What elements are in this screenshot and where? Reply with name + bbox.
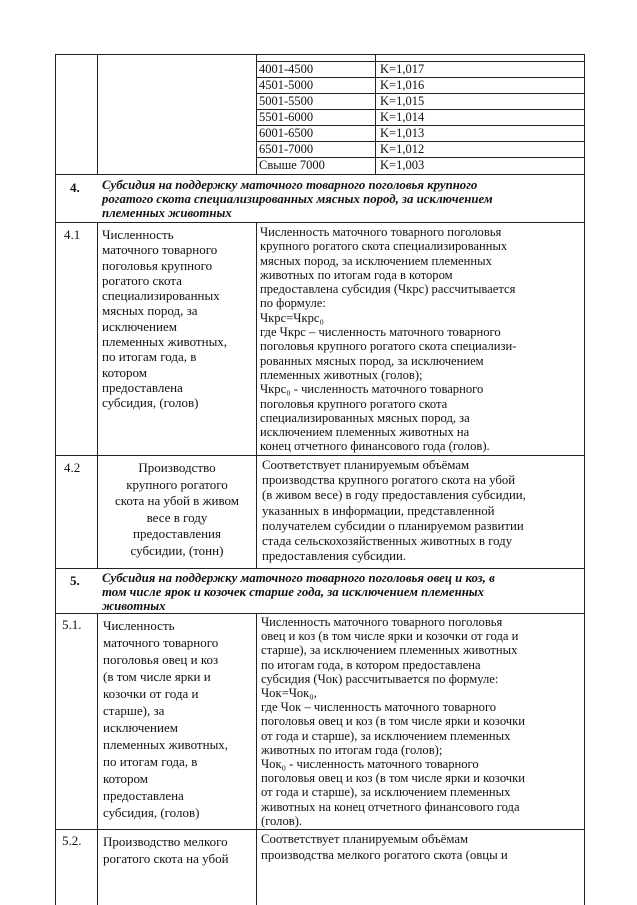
row51-indicator: Численность маточного товарного поголовья овец и коз (в том числе ярки и козочки от года и старше), за исключением племенных животных, по итогам года, в котором предоставлена субсидия, (голов): [103, 618, 229, 820]
coef-value: K=1,017: [380, 62, 425, 76]
row41-number: 4.1: [64, 227, 81, 242]
section5-title: Субсидия на поддержку маточного товарного поголовья овец и коз, в том числе ярок и козочек старше года, за исключением племенных животных: [102, 571, 495, 613]
coef-range: 5001-5500: [259, 94, 314, 108]
coef-range: 4001-4500: [259, 62, 314, 76]
table-top-line: [55, 54, 585, 55]
section4-title: Субсидия на поддержку маточного товарного поголовья крупного рогатого скота специализированных мясных пород, за исключением племенных животных: [102, 178, 493, 220]
coef-value: K=1,016: [380, 78, 425, 92]
row42-number: 4.2: [64, 460, 81, 475]
row51-number: 5.1.: [62, 617, 82, 632]
row52-indicator: Производство мелкого рогатого скота на убой: [103, 834, 229, 866]
coef-range: 4501-5000: [259, 78, 314, 92]
row51-top-line: [55, 613, 585, 614]
row41-top-line: [55, 222, 585, 223]
coef-value: K=1,003: [380, 158, 425, 172]
row41-indicator: Численность маточного товарного поголовья крупного рогатого скота специализированных мясных пород, за исключением племенных животных, по итогам года, в котором предоставлена субсидия, (голов): [102, 227, 228, 411]
table-border-left: [55, 54, 56, 905]
row52-description: Соответствует планируемым объёмам производства мелкого рогатого скота (овцы и: [261, 832, 508, 862]
table-border-right: [584, 54, 585, 905]
col-divider-2b: [256, 222, 257, 569]
row42-description: Соответствует планируемым объёмам производства крупного рогатого скота на убой (в живом весе) в году предоставления субсидии, указанных в информации, представленной получателем субсидии о планируемом развитии стада сельскохозяйственных животных в году предоставления субсидии.: [262, 458, 526, 564]
coef-value: K=1,012: [380, 142, 425, 156]
row42-top-line: [55, 455, 585, 456]
coef-range: 6501-7000: [259, 142, 314, 156]
col-divider-2c: [256, 613, 257, 905]
row52-number: 5.2.: [62, 833, 82, 848]
coef-range: 6001-6500: [259, 126, 314, 140]
section5-number: 5.: [70, 573, 80, 588]
row51-description: Численность маточного товарного поголовья овец и коз (в том числе ярки и козочки от года и старше), за исключением племенных животных по итогам года, в котором предоставлена субсидия (Чок) рассчитывается по формуле: Чок=Чок₀, где Чок – численность маточного товарного поголовья овец и коз (в том числе ярки и козочки от года и старше), за исключением племенных животных по итогам года (голов); Чок₀ - численность маточного товарного поголовья овец и коз (в том числе ярки и козочки от года и старше), за исключением племенных животных на конец отчетного финансового года (голов).: [261, 615, 525, 828]
col-divider-1c: [97, 613, 98, 905]
coef-value: K=1,015: [380, 94, 425, 108]
section4-number: 4.: [70, 180, 80, 195]
row42-indicator: Производство крупного рогатого скота на убой в живом весе в году предоставления субсидии, (тонн): [114, 460, 240, 558]
col-divider-1a: [97, 54, 98, 175]
coef-range: 5501-6000: [259, 110, 314, 124]
coef-value: K=1,014: [380, 110, 425, 124]
section4-top-line: [55, 174, 585, 175]
col-divider-1b: [97, 222, 98, 569]
row41-description: Численность маточного товарного поголовья крупного рогатого скота специализированных мясных пород, за исключением племенных животных по итогам года в котором предоставлена субсидия (Чкрс) рассчитывается по формуле: Чкрс=Чкрс₀ где Чкрс – численность маточного товарного поголовья крупного рогатого скота специализи- рованных мясных пород, за исключением племенных животных (голов); Чкрс₀ - численность маточного товарного поголовья крупного рогатого скота специализированных мясных пород, за исключением племенных животных на конец отчетного финансового года (голов).: [260, 225, 517, 454]
coef-range: Свыше 7000: [259, 158, 325, 172]
coef-value: K=1,013: [380, 126, 425, 140]
section5-top-line: [55, 568, 585, 569]
row52-top-line: [55, 829, 585, 830]
